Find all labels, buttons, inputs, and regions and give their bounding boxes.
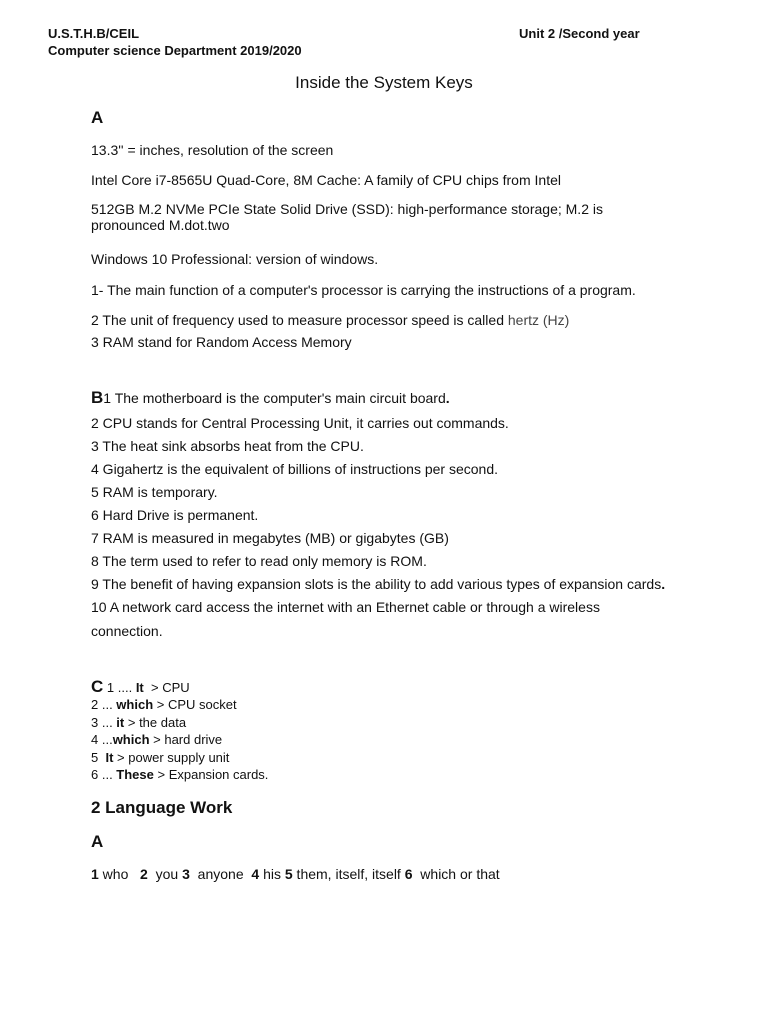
section-c-item	[91, 732, 222, 747]
section-b-line: 10 A network card access the internet with an Ethernet cable or through a wireless	[91, 599, 600, 615]
section-b-line: 4 Gigahertz is the equivalent of billions of instructions per second.	[91, 461, 499, 477]
item-referent: > hard drive	[149, 732, 223, 747]
unit-label: Unit 2 /Second year	[519, 26, 640, 41]
item-referent: > the data	[124, 715, 187, 730]
language-work-answers	[91, 866, 500, 882]
page-title: Inside the System Keys	[295, 73, 473, 92]
department-label: Computer science Department 2019/2020	[48, 43, 302, 58]
item-keyword: It	[135, 680, 144, 695]
section-a-question-2	[91, 312, 569, 328]
answer-number: 5	[284, 866, 293, 882]
section-a-question-3: 3 RAM stand for Random Access Memory	[91, 334, 352, 350]
answer-text: which or that	[412, 866, 500, 882]
item-prefix: 4 ...	[91, 732, 113, 747]
section-b-line: connection.	[91, 623, 163, 639]
item-referent: > Expansion cards.	[153, 767, 269, 782]
section-b-letter: B	[91, 388, 104, 407]
section-c-item	[91, 750, 229, 765]
answer-text: them, itself, itself	[292, 866, 405, 882]
item-keyword: It	[105, 750, 114, 765]
section-c-item	[91, 715, 186, 730]
section-a-line: 1- The main function of a computer's processor is carrying the instructions of a program.	[91, 282, 636, 298]
item-keyword: which	[112, 732, 150, 747]
section-c-item	[91, 697, 237, 712]
item-referent: > CPU socket	[153, 697, 237, 712]
section-b-line: 5 RAM is temporary.	[91, 484, 218, 500]
period: .	[661, 576, 666, 592]
answer-text: anyone	[189, 866, 252, 882]
section-b-line: 1 The motherboard is the computer's main circuit board	[103, 390, 446, 406]
answer-number: 1	[91, 866, 99, 882]
section-b-line: 6 Hard Drive is permanent.	[91, 507, 259, 523]
section-b-line: 8 The term used to refer to read only memory is ROM.	[91, 553, 427, 569]
section-b-line: 2 CPU stands for Central Processing Unit, it carries out commands.	[91, 415, 509, 431]
answer-text: you	[147, 866, 183, 882]
section-a-line: 512GB M.2 NVMe PCIe State Solid Drive (SSD): high-performance storage; M.2 is pronounced M.dot.two	[91, 201, 603, 233]
language-work-heading: 2 Language Work	[91, 798, 233, 817]
item-prefix: 6 ...	[91, 767, 117, 782]
section-a-line: Intel Core i7-8565U Quad-Core, 8M Cache: A family of CPU chips from Intel	[91, 172, 561, 188]
item-keyword: which	[116, 697, 154, 712]
item-prefix: 1 ....	[106, 680, 136, 695]
section-b-first-line	[91, 388, 450, 408]
question-text: 9 The benefit of having expansion slots is the ability to add various types of expansion cards	[91, 576, 662, 592]
answer-text: his	[259, 866, 285, 882]
section-a-line: 13.3'' = inches, resolution of the screen	[91, 142, 334, 158]
answer-hertz: hertz (Hz)	[507, 312, 570, 328]
answer-number: 2	[140, 866, 148, 882]
language-work-letter: A	[91, 832, 104, 851]
section-a-line: Windows 10 Professional: version of windows.	[91, 251, 379, 267]
item-referent: > power supply unit	[113, 750, 230, 765]
section-b-line: 7 RAM is measured in megabytes (MB) or gigabytes (GB)	[91, 530, 449, 546]
section-b-line: 3 The heat sink absorbs heat from the CPU.	[91, 438, 364, 454]
item-referent: > CPU	[143, 680, 190, 695]
section-b-question-9	[91, 576, 665, 592]
item-prefix: 5	[91, 750, 106, 765]
item-keyword: it	[116, 715, 125, 730]
answer-number: 4	[251, 866, 260, 882]
answer-text: who	[98, 866, 141, 882]
item-prefix: 3 ...	[91, 715, 117, 730]
section-c-item	[91, 767, 268, 782]
section-c-item	[91, 677, 190, 697]
answer-number: 3	[182, 866, 190, 882]
item-keyword: These	[116, 767, 154, 782]
question-text: 2 The unit of frequency used to measure processor speed is called	[91, 312, 508, 328]
answer-number: 6	[404, 866, 413, 882]
item-prefix: 2 ...	[91, 697, 117, 712]
section-a-letter: A	[91, 108, 104, 127]
section-c-letter: C	[91, 677, 104, 696]
institution-name: U.S.T.H.B/CEIL	[48, 26, 140, 41]
period: .	[445, 390, 450, 406]
